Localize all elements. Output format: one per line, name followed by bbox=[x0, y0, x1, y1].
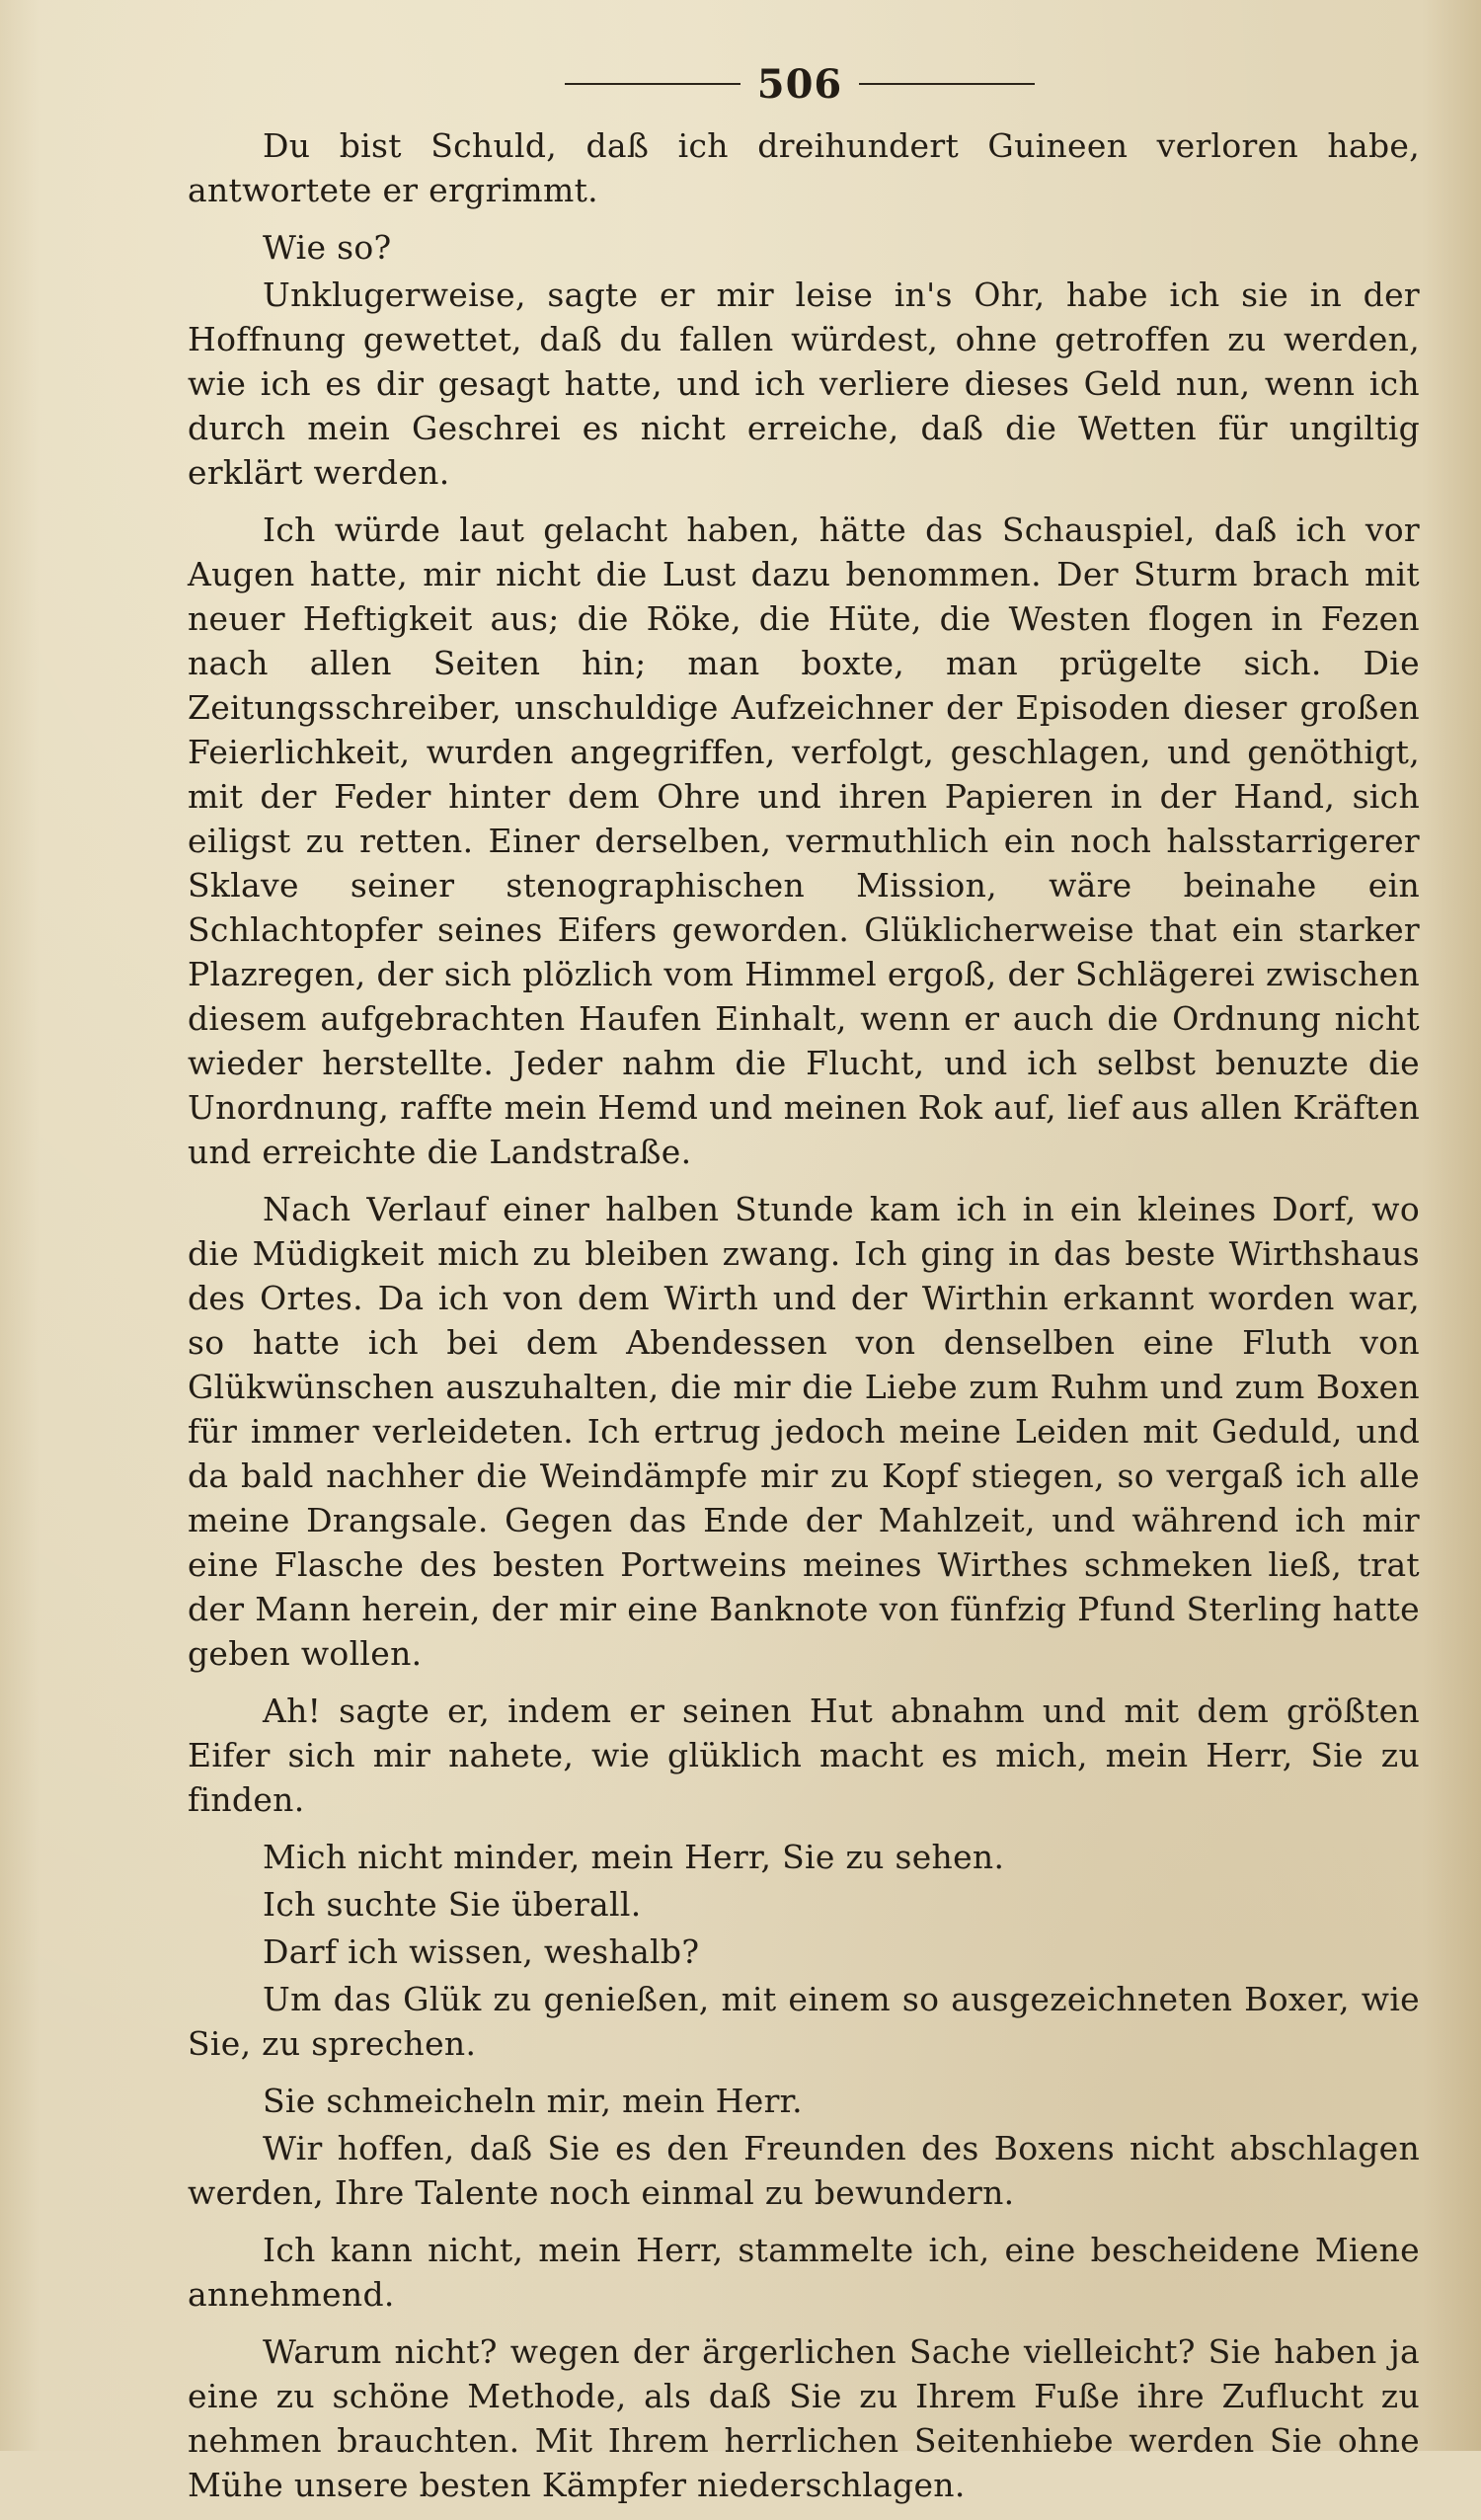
page-header bbox=[0, 53, 1481, 113]
paragraph: Mich nicht minder, mein Herr, Sie zu sehen. bbox=[263, 1838, 1005, 1876]
paragraph: Ich kann nicht, mein Herr, stammelte ich, eine bescheidene Miene annehmend. bbox=[188, 2231, 1420, 2314]
paragraph: Ich würde laut gelacht haben, hätte das Schauspiel, daß ich vor Augen hatte, mir nicht die Lust dazu benommen. Der Sturm brach mit neuer Heftigkeit aus; die Röke, die Hüte, die Westen flogen in Fezen nach allen Seiten hin; man boxte, man prügelte sich. Die Zeitungsschreiber, unschuldige Aufzeichner der Episoden dieser großen Feierlichkeit, wurden angegriffen, verfolgt, geschlagen, und genöthigt, mit der Feder hinter dem Ohre und ihren Papieren in der Hand, sich eiligst zu retten. Einer derselben, vermuthlich ein noch halsstarrigerer Sklave seiner stenographischen Mission, wäre beinahe ein Schlachtopfer seines Eifers geworden. Glüklicherweise that ein starker Plazregen, der sich plözlich vom Himmel ergoß, der Schlägerei zwischen diesem aufgebrachten Haufen Einhalt, wenn er auch die Ordnung nicht wieder herstellte. Jeder nahm die Flucht, und ich selbst benuzte die Unordnung, raffte mein Hemd und meinen Rok auf, lief aus allen Kräften und erreichte die Landstraße. bbox=[188, 511, 1420, 1171]
paragraph: Ich suchte Sie überall. bbox=[263, 1885, 642, 1924]
paragraph: Darf ich wissen, weshalb? bbox=[263, 1932, 700, 1971]
paragraph: Warum nicht? wegen der ärgerlichen Sache vielleicht? Sie haben ja eine zu schöne Methode, als daß Sie zu Ihrem Fuße ihre Zuflucht zu nehmen brauchten. Mit Ihrem herrlichen Seitenhiebe werden Sie ohne Mühe unsere besten Kämpfer niederschlagen. bbox=[188, 2332, 1420, 2504]
paragraph: Sie schmeicheln mir, mein Herr. bbox=[263, 2082, 803, 2120]
paragraph: Unklugerweise, sagte er mir leise in's Ohr, habe ich sie in der Hoffnung gewettet, daß du fallen würdest, ohne getroffen zu werden, wie ich es dir gesagt hatte, und ich verliere dieses Geld nun, wenn ich durch mein Geschrei es nicht erreiche, daß die Wetten für ungiltig erklärt werden. bbox=[188, 276, 1420, 492]
paragraph: Ah! sagte er, indem er seinen Hut abnahm und mit dem größten Eifer sich mir nahete, wie glüklich macht es mich, mein Herr, Sie zu finden. bbox=[188, 1692, 1420, 1819]
paragraph: Wir hoffen, daß Sie es den Freunden des Boxens nicht abschlagen werden, Ihre Talente noch einmal zu bewundern. bbox=[188, 2129, 1420, 2212]
header-rule-right bbox=[859, 83, 1035, 85]
paragraph: Du bist Schuld, daß ich dreihundert Guineen verloren habe, antwortete er ergrimmt. bbox=[188, 126, 1420, 209]
paragraph: Nach Verlauf einer halben Stunde kam ich in ein kleines Dorf, wo die Müdigkeit mich zu bleiben zwang. Ich ging in das beste Wirthshaus des Ortes. Da ich von dem Wirth und der Wirthin erkannt worden war, so hatte ich bei dem Abendessen von denselben eine Fluth von Glükwünschen auszuhalten, die mir die Liebe zum Ruhm und zum Boxen für immer verleideten. Ich ertrug jedoch meine Leiden mit Geduld, und da bald nachher die Weindämpfe mir zu Kopf stiegen, so vergaß ich alle meine Drangsale. Gegen das Ende der Mahlzeit, und während ich mir eine Flasche des besten Portweins meines Wirthes schmeken ließ, trat der Mann herein, der mir eine Banknote von fünfzig Pfund Sterling hatte geben wollen. bbox=[188, 1190, 1420, 1673]
header-rule-left bbox=[565, 83, 740, 85]
paragraph: Um das Glük zu genießen, mit einem so ausgezeichneten Boxer, wie Sie, zu sprechen. bbox=[188, 1980, 1420, 2063]
page-number: 506 bbox=[756, 61, 843, 108]
paragraph: Wie so? bbox=[263, 228, 392, 267]
page-body bbox=[188, 123, 1420, 2520]
